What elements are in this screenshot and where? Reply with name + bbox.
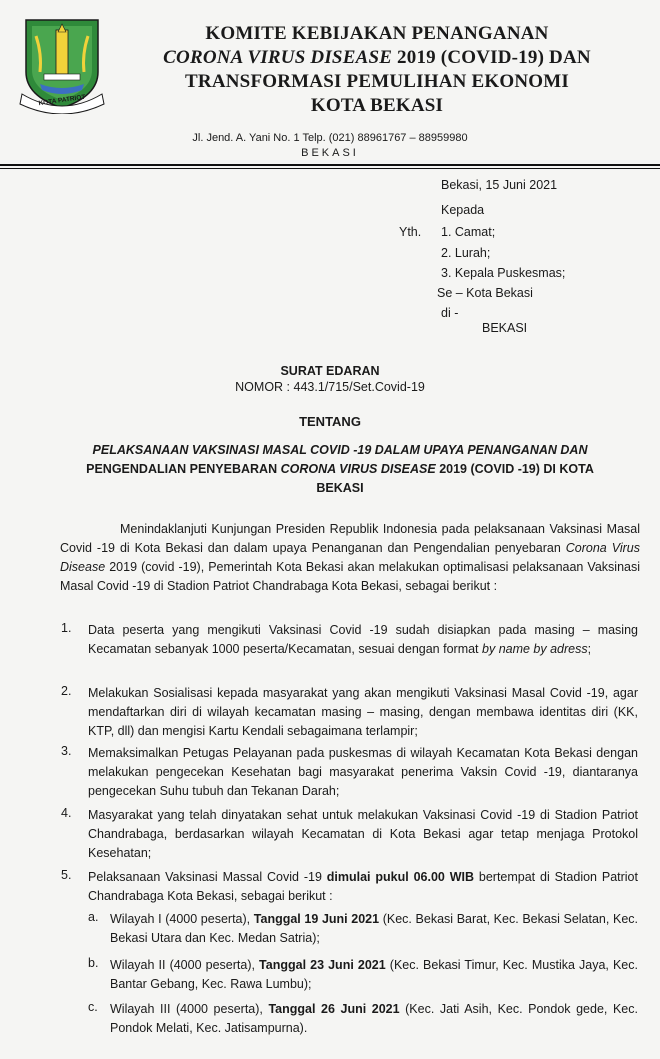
subitem-b-text: Wilayah II (4000 peserta), Tanggal 23 Juni 2021 (Kec. Bekasi Timur, Kec. Mustika Jaya, Kec. Bantar Gebang, Kec. Rawa Lumbu); <box>110 958 638 991</box>
item-5-number: 5. <box>61 868 72 882</box>
document-subject <box>60 441 620 498</box>
organization-name <box>112 22 642 118</box>
subitem-a-letter: a. <box>88 910 99 924</box>
recipient-di: di - <box>441 306 459 320</box>
recipient-camat: 1. Camat; <box>441 225 496 239</box>
nomor-label: NOMOR : <box>235 380 291 394</box>
tentang-heading: TENTANG <box>299 414 361 429</box>
letter-date: Bekasi, 15 Juni 2021 <box>441 178 558 192</box>
subitem-a-text: Wilayah I (4000 peserta), Tanggal 19 Juni 2021 (Kec. Bekasi Barat, Kec. Bekasi Selatan, Kec. Bekasi Utara dan Kec. Medan Satria); <box>110 912 638 945</box>
subject-line-3: BEKASI <box>316 481 364 495</box>
org-line-3: TRANSFORMASI PEMULIHAN EKONOMI <box>185 71 569 92</box>
intro-paragraph: Menindaklanjuti Kunjungan Presiden Republik Indonesia pada pelaksanaan Vaksinasi Masal Covid -19 di Kota Bekasi dan dalam upaya Penanganan dan Pengendalian penyebaran Corona Virus Disease 2019 (covid -19), Pemerintah Kota Bekasi akan melakukan optimalisasi pelaksanaan Vaksinasi Masal Covid -19 di Stadion Patriot Chandrabaga Kota Bekasi, sebagai berikut : <box>60 522 640 593</box>
org-line-4: KOTA BEKASI <box>310 95 444 116</box>
subject-line-2: PENGENDALIAN PENYEBARAN CORONA VIRUS DISEASE 2019 (COVID -19) DI KOTA <box>86 462 594 476</box>
item-4-text: Masyarakat yang telah dinyatakan sehat untuk melakukan Vaksinasi Covid -19 di Stadion Patriot Chandrabaga, berdasarkan wilayah Kecamatan di Kota Bekasi agar tetap menjaga Protokol Kesehatan; <box>88 808 638 860</box>
recipient-puskesmas: 3. Kepala Puskesmas; <box>441 266 566 280</box>
recipient-se-kota: Se – Kota Bekasi <box>437 286 533 300</box>
item-5-text: Pelaksanaan Vaksinasi Massal Covid -19 dimulai pukul 06.00 WIB bertempat di Stadion Patriot Chandrabaga Kota Bekasi, sebagai berikut : <box>88 870 638 903</box>
document-number <box>0 380 660 394</box>
recipient-kepada: Kepada <box>441 203 485 217</box>
logo-text: KOTA PATRIOT <box>38 93 86 108</box>
item-4-number: 4. <box>61 806 72 820</box>
recipient-lurah: 2. Lurah; <box>441 246 491 260</box>
subject-line-1: PELAKSANAAN VAKSINASI MASAL COVID -19 DALAM UPAYA PENANGANAN DAN <box>92 443 588 457</box>
recipient-yth: Yth. <box>399 225 422 239</box>
letterhead-city: BEKASI <box>301 147 359 159</box>
org-line-1: KOMITE KEBIJAKAN PENANGANAN <box>205 23 549 44</box>
subitem-c-letter: c. <box>88 1000 98 1014</box>
item-1-number: 1. <box>61 621 72 635</box>
subitem-b-letter: b. <box>88 956 99 970</box>
item-2-text: Melakukan Sosialisasi kepada masyarakat yang akan mengikuti Vaksinasi Masal Covid -19, agar mendaftarkan diri di wilayah kecamatan masing – masing, dengan membawa identitas diri (KK, KTP, dll) dan mengisi Kartu Kendali sebagaimana terlampir; <box>88 686 638 738</box>
org-line-2: CORONA VIRUS DISEASE 2019 (COVID-19) DAN <box>163 47 591 68</box>
item-3-text: Memaksimalkan Petugas Pelayanan pada puskesmas di wilayah Kecamatan Kota Bekasi dengan melakukan pengecekan Kesehatan bagi masyarakat penerima Vaksin Covid -19, diantaranya pengecekan Suhu tubuh dan Tekanan Darah; <box>88 746 638 798</box>
document-title: SURAT EDARAN <box>280 364 380 378</box>
nomor-value: 443.1/715/Set.Covid-19 <box>293 380 425 394</box>
item-3-number: 3. <box>61 744 72 758</box>
letterhead-rule-thick <box>0 164 660 166</box>
subitem-c-text: Wilayah III (4000 peserta), Tanggal 26 Juni 2021 (Kec. Jati Asih, Kec. Pondok gede, Kec. Pondok Melati, Kec. Jatisampurna). <box>110 1002 638 1035</box>
item-1-text: Data peserta yang mengikuti Vaksinasi Covid -19 sudah disiapkan pada masing – masing Kecamatan sebanyak 1000 peserta/Kecamatan, sesuai dengan format by name by adress; <box>88 623 638 656</box>
letterhead-address: Jl. Jend. A. Yani No. 1 Telp. (021) 88961767 – 88959980 <box>192 132 468 144</box>
letterhead-rule-thin <box>0 168 660 169</box>
recipient-place: BEKASI <box>482 321 528 335</box>
item-2-number: 2. <box>61 684 72 698</box>
